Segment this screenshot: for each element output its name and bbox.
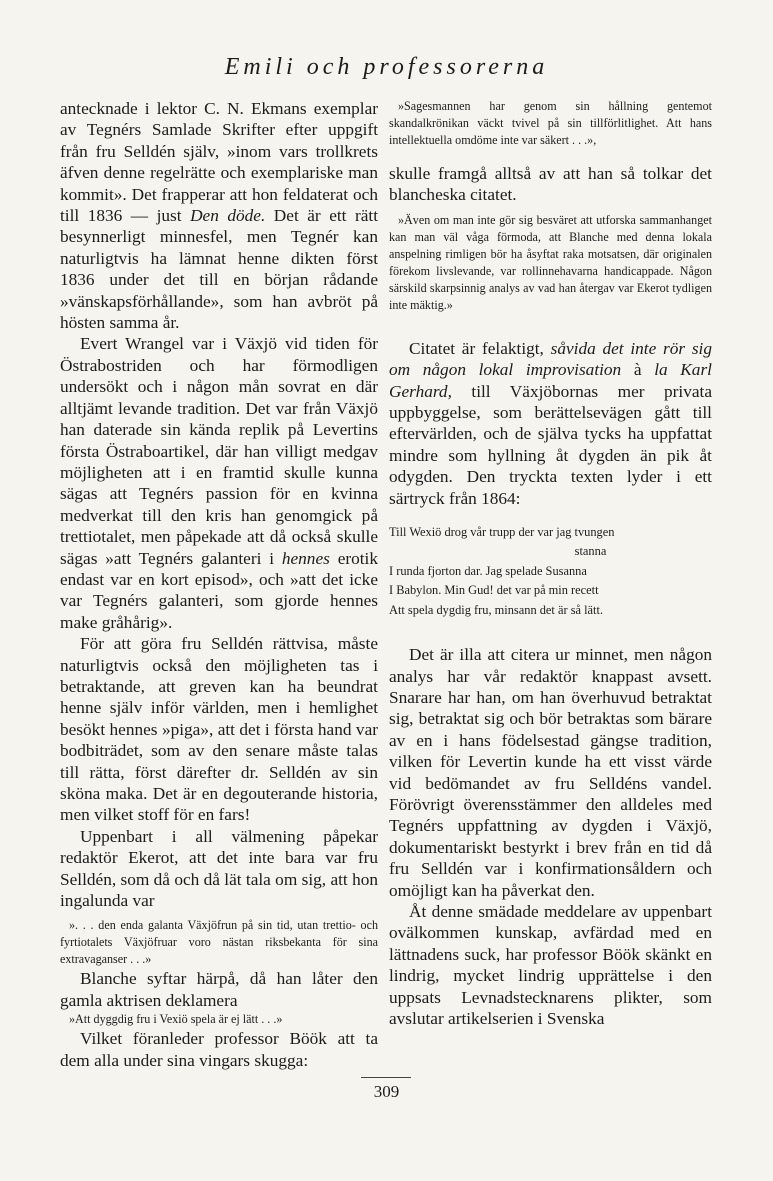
paragraph: För att göra fru Selldén rättvisa, måste naturligtvis också den möjligheten tas i betraktande, att greven kan ha beundrat henne själv inför världen, men i hemlighet besökt hennes »piga», att det i första hand var bodbiträdet, som av den senare måste talas till rätta, först därefter dr. Selldén av sin sköna maka. Det är en degouterande historia, men vilket stoff för en fars! [60, 634, 378, 825]
block-quote: »Även om man inte gör sig besväret att utforska sammanhanget kan man väl våga förmoda, att Blanche med denna lokala anspelning rimligen bör ha åsyftat raka motsatsen, där originalen förekom livslevande, var rollinnehavarna handicappade. Någon särskild skarpsinnig analys av vad han återgav var Ekerot tydligen inte mäktig.» [389, 212, 712, 312]
block-quote: ». . . den enda galanta Växjöfrun på sin tid, utan trettio- och fyrtiotalets Växjöfruar voro nästan riksbekanta för sina extravaganser . . .» [60, 918, 378, 967]
paragraph: skulle framgå alltså av att han så tolkar det blancheska citatet. [389, 164, 712, 205]
verse-quote [389, 523, 712, 620]
block-quote: »Sagesmannen har genom sin hållning gentemot skandalkrönikan väckt tvivel på sin tillförlitlighet. Att hans intellektuella omdöme inte var säkert . . .», [389, 99, 712, 147]
verse-line: I Babylon. Min Gud! det var på min recett [389, 583, 599, 598]
paragraph: Citatet är felaktigt, såvida det inte rör sig om någon lokal improvisation à la Karl Gerhard, till Växjöbornas mer privata uppbyggelse, som berättelsevägen gått till eftervärlden, och de själva tycks ha uppfattat mindre som hyllning åt dygden än pik åt odygden. Den tryckta texten lyder i ett särtryck från 1864: [389, 338, 713, 508]
verse-line: Att spela dygdig fru, minsann det är så lätt. [389, 602, 604, 617]
verse-line: Till Wexiö drog vår trupp der var jag tvungen [389, 525, 615, 540]
verse-line-continuation: stanna [574, 544, 607, 559]
paragraph: Evert Wrangel var i Växjö vid tiden för Östrabostriden och har förmodligen undersökt och i någon mån sovrat en där alltjämt levande tradition. Det var från Växjö han daterade sin kända replik på Levertins första Östraboartikel, där han villigt medgav möjligheten att i en framtid skulle kunna sägas att Tegnérs passion för en kvinna medverkat till den kris han genomgick på trettiotalet, men påpekade att då också skulle sägas »att Tegnérs galanteri i hennes erotik endast var en kort episod», och »att det icke var Tegnérs galanteri, som gjorde hennes make gråhårig». [60, 334, 378, 632]
block-quote: »Att dyggdig fru i Vexiö spela är ej lätt . . .» [69, 1012, 283, 1027]
paragraph: Uppenbart i all välmening påpekar redaktör Ekerot, att det inte bara var fru Selldén, som då och då lät tala om sig, att hon ingalunda var [60, 826, 378, 911]
paragraph: antecknade i lektor C. N. Ekmans exemplar av Tegnérs Samlade Skrifter efter uppgift från fru Selldén själv, »inom vars trollkrets äfven denne regelrätte och exemplariske man kommit». Det frapperar att hon feldaterat och till 1836 — just Den döde. Det är ett rätt besynnerligt minnesfel, men Tegnér kan naturligtvis ha lämnat henne dikten först 1836 under det till en början rådande »vänskapsförhållande», som han avbröt på hösten samma år. [60, 99, 378, 333]
paragraph: Det är illa att citera ur minnet, men någon analys har vår redaktör knappast avsett. Snarare har han, om han överhuvud betraktat sig, betraktat sig och bör betraktas som bärare av en i hans födelsestad gängse tradition, vilken för Levertin kunde ha ett visst värde vid bedömandet av fru Selldéns vandel. Förövrigt överensstämmer den alldeles med Tegnérs uppfattning av dygden i Växjö, dokumentariskt bestyrkt i brev från en tid då fru Selldén var i konfirmationsåldern och omöjligt kan ha påverkat den. [389, 645, 712, 900]
paragraph: Blanche syftar härpå, då han låter den gamla aktrisen deklamera [60, 969, 378, 1010]
verse-line: I runda fjorton dar. Jag spelade Susanna [389, 563, 587, 578]
right-column [389, 98, 712, 1029]
footer-rule [361, 1077, 411, 1078]
running-header: Emili och professorerna [224, 54, 549, 80]
left-column [60, 98, 378, 1071]
page-number: 309 [373, 1082, 400, 1101]
paragraph: Åt denne smädade meddelare av uppenbart ovälkommen kunskap, avfärdad med en lättnadens suck, har professor Böök skänkt en lindrig, mycket lindrig upprättelse i den uppsats Levnadstecknarens plikter, som avslutar artikelserien i Svenska [389, 901, 712, 1028]
paragraph: Vilket föranleder professor Böök att ta dem alla under sina vingars skugga: [60, 1029, 378, 1070]
